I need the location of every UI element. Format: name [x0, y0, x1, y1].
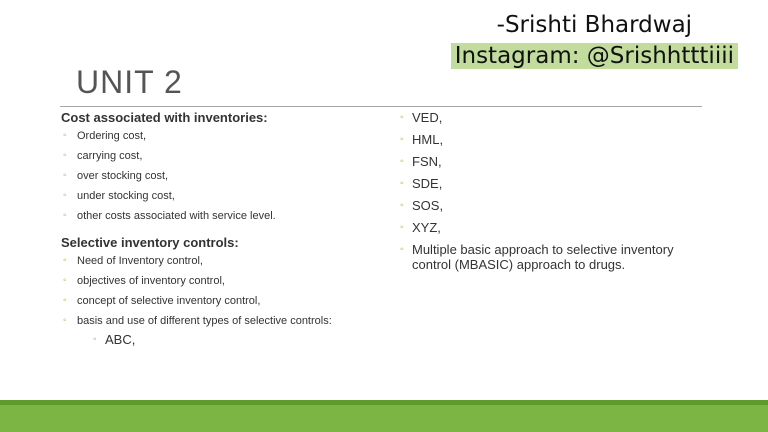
list-item: ◦ Ordering cost, — [63, 130, 147, 142]
list-item: ◦ basis and use of different types of selective controls: ◦ ABC, — [61, 314, 371, 348]
circle-bullet-icon: ◦ — [63, 275, 67, 286]
list-item: ◦ under stocking cost, — [63, 190, 175, 202]
circle-bullet-icon: ◦ — [63, 295, 67, 306]
title-divider — [60, 106, 702, 107]
list-item: ◦ over stocking cost, — [63, 170, 169, 182]
slide-title: UNIT 2 — [76, 64, 183, 100]
circle-bullet-icon: ◦ — [400, 134, 404, 145]
author-name: -Srishti Bhardwaj — [496, 12, 693, 38]
list-item: ◦ VED, — [400, 110, 443, 125]
circle-bullet-icon: ◦ — [63, 190, 67, 201]
circle-bullet-icon: ◦ — [63, 150, 67, 161]
circle-bullet-icon: ◦ — [400, 200, 404, 211]
list-item: ◦ carrying cost, — [63, 150, 143, 162]
section-heading-selective: Selective inventory controls: — [61, 235, 239, 250]
author-block — [451, 10, 738, 72]
left-column — [61, 110, 371, 354]
list-item: ◦ SDE, — [400, 176, 443, 191]
list-item: ◦ XYZ, — [400, 220, 441, 235]
list-item: ◦ ABC, — [93, 332, 136, 347]
circle-bullet-icon: ◦ — [400, 244, 404, 255]
instagram-handle: Instagram: @Srishhtttiiii — [451, 43, 738, 69]
list-item: ◦ HML, — [400, 132, 444, 147]
footer-bar — [0, 400, 768, 432]
list-item: ◦ FSN, — [400, 154, 442, 169]
circle-bullet-icon: ◦ — [63, 170, 67, 181]
nested-list — [91, 332, 371, 348]
circle-bullet-icon: ◦ — [63, 255, 67, 266]
circle-bullet-icon: ◦ — [400, 222, 404, 233]
section-heading-costs: Cost associated with inventories: — [61, 110, 268, 125]
costs-list — [61, 129, 371, 223]
circle-bullet-icon: ◦ — [400, 112, 404, 123]
circle-bullet-icon: ◦ — [400, 178, 404, 189]
circle-bullet-icon: ◦ — [63, 130, 67, 141]
selective-methods-list — [398, 110, 698, 272]
footer-stripe — [0, 400, 768, 405]
right-column — [398, 110, 698, 279]
list-item: ◦ objectives of inventory control, — [63, 275, 225, 287]
circle-bullet-icon: ◦ — [63, 210, 67, 221]
list-item: ◦ other costs associated with service level. — [63, 210, 276, 222]
selective-list — [61, 254, 371, 348]
list-item: ◦ Need of Inventory control, — [63, 255, 203, 267]
list-item: ◦ SOS, — [400, 198, 444, 213]
circle-bullet-icon: ◦ — [93, 334, 97, 345]
circle-bullet-icon: ◦ — [400, 156, 404, 167]
list-item: ◦ Multiple basic approach to selective inventory control (MBASIC) approach to drugs. — [400, 242, 674, 272]
list-item: ◦ concept of selective inventory control, — [63, 295, 261, 307]
circle-bullet-icon: ◦ — [63, 315, 67, 326]
